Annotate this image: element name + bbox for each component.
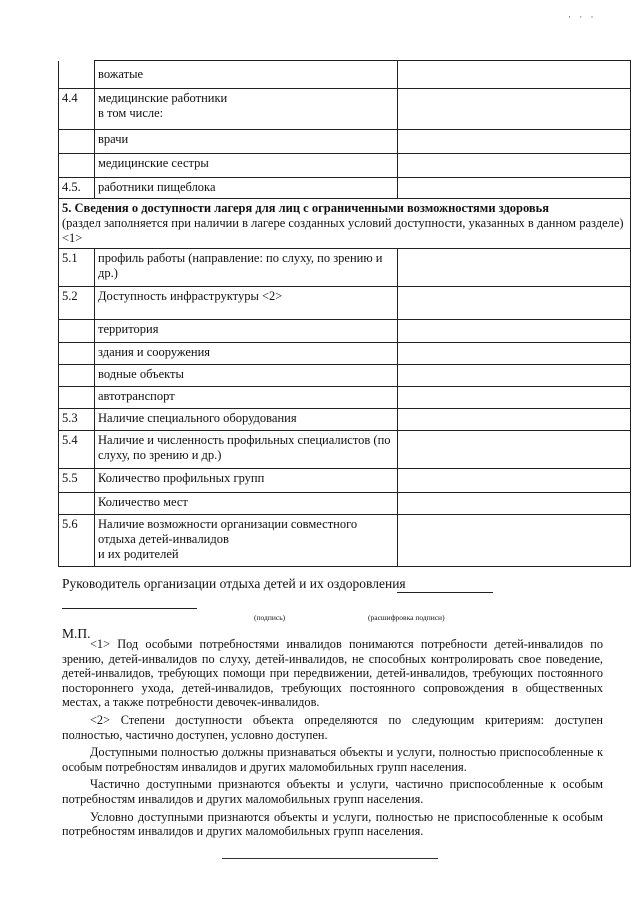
table-row [59,409,631,431]
row-value-cell [398,320,631,343]
caption-decode: (расшифровка подписи) [368,613,445,622]
row-number [59,387,95,409]
row-value-cell [398,365,631,387]
section-title: 5. Сведения о доступности лагеря для лиц с ограниченными возможностями здоровья [62,201,550,215]
footnote: Частично доступными признаются объекты и услуги, частично приспособленные к особым потребностям инвалидов и других маломобильных групп населения. [62,777,603,806]
row-number: 4.5. [59,178,95,199]
caption-sign: (подпись) [254,613,286,622]
row-label: вожатые [95,61,398,89]
row-label: Доступность инфраструктуры <2> [95,287,398,320]
row-number [59,493,95,515]
row-label: Наличие возможности организации совместного отдыха детей-инвалидов и их родителей [95,515,398,567]
row-label: работники пищеблока [95,178,398,199]
table-row [59,343,631,365]
row-label: Количество профильных групп [95,469,398,493]
row-number: 5.3 [59,409,95,431]
table-row [59,154,631,178]
row-label: профиль работы (направление: по слуху, по зрению и др.) [95,249,398,287]
row-number: 5.6 [59,515,95,567]
row-value-cell [398,89,631,130]
section-header-row [59,199,631,249]
row-number [59,61,95,89]
row-value-cell [398,387,631,409]
row-label: водные объекты [95,365,398,387]
row-value-cell [398,154,631,178]
row-value-cell [398,249,631,287]
table-row [59,493,631,515]
signature-block [62,576,406,592]
row-label: здания и сооружения [95,343,398,365]
row-number [59,320,95,343]
footnote: <1> Под особыми потребностями инвалидов понимаются потребности детей-инвалидов по зрению, детей-инвалидов по слуху, детей-инвалидов, не способных контролировать свое поведение, детей-инвалидов, требующих помощи при передвижении, детей-инвалидов, требующих постоянного постороннего ухода, детей-инвалидов, требующих постоянного сопровождения в общественных местах, а также потребности девочек-инвалидов. [62,637,603,710]
table-row [59,387,631,409]
table-row [59,249,631,287]
footnote: <2> Степени доступности объекта определяются по следующим критериям: доступен полностью, частично доступен, условно доступен. [62,712,603,742]
row-label: медицинские работники в том числе: [95,89,398,130]
row-value-cell [398,431,631,469]
section-header-cell [59,199,631,249]
row-value-cell [398,343,631,365]
row-number [59,365,95,387]
row-number: 5.4 [59,431,95,469]
signature-label: Руководитель организации отдыха детей и их оздоровления [62,576,406,591]
row-number: 5.5 [59,469,95,493]
row-value-cell [398,178,631,199]
row-value-cell [398,130,631,154]
row-value-cell [398,287,631,320]
table-row [59,130,631,154]
table-row [59,320,631,343]
row-value-cell [398,493,631,515]
row-number [59,343,95,365]
row-label: Наличие и численность профильных специалистов (по слуху, по зрению и др.) [95,431,398,469]
row-number [59,130,95,154]
row-value-cell [398,61,631,89]
row-value-cell [398,469,631,493]
signature-line [397,592,493,593]
row-label: территория [95,320,398,343]
scan-artifact: · · · [568,12,597,22]
bottom-divider [222,858,438,859]
row-number [59,154,95,178]
table-row [59,515,631,567]
section-note: (раздел заполняется при наличии в лагере созданных условий доступности, указанных в данном разделе) <1> [62,216,624,245]
table-row [59,365,631,387]
row-number: 4.4 [59,89,95,130]
row-label: Наличие специального оборудования [95,409,398,431]
footnote: Условно доступными признаются объекты и услуги, полностью не приспособленные к особым потребностям инвалидов и других маломобильных групп населения. [62,809,603,839]
table-row [59,431,631,469]
row-number: 5.1 [59,249,95,287]
row-number: 5.2 [59,287,95,320]
row-label: Количество мест [95,493,398,515]
row-label: врачи [95,130,398,154]
footnotes [62,637,603,842]
row-label: автотранспорт [95,387,398,409]
row-label: медицинские сестры [95,154,398,178]
footnote: Доступными полностью должны признаваться объекты и услуги, полностью приспособленные к особым потребностям инвалидов и других маломобильных групп населения. [62,745,603,774]
stamp-place: М.П. [62,626,91,641]
row-value-cell [398,409,631,431]
table-row [59,89,631,130]
signature-line [62,608,197,609]
table-row [59,287,631,320]
table-row [59,61,631,89]
form-table [58,60,631,567]
table-row [59,178,631,199]
row-value-cell [398,515,631,567]
table-row [59,469,631,493]
